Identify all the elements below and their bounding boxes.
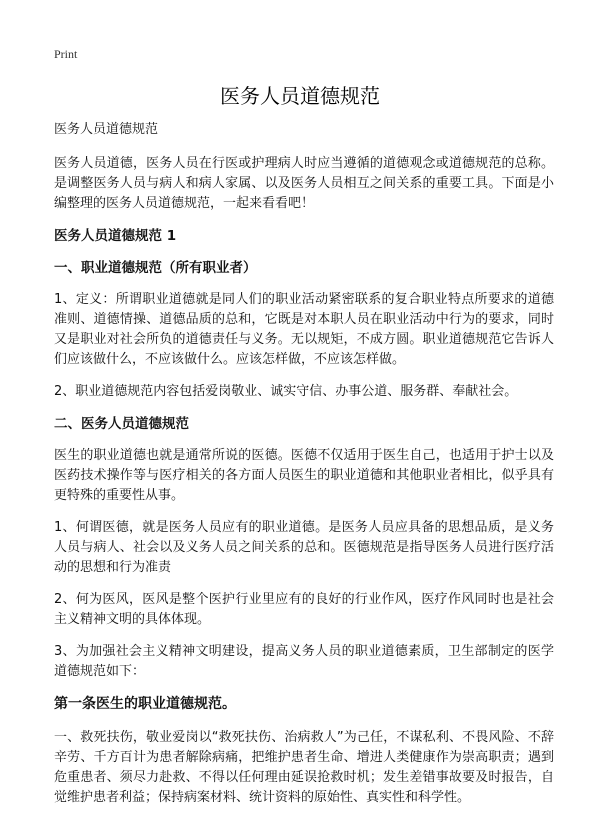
document-subtitle: 医务人员道德规范 — [54, 122, 159, 137]
print-link[interactable]: Print — [54, 47, 78, 61]
article-heading: 第一条医生的职业道德规范。 — [54, 696, 236, 712]
page-title: 医务人员道德规范 — [220, 84, 380, 108]
subsection-heading-professional-ethics: 一、职业道德规范（所有职业者） — [54, 260, 257, 276]
paragraph: 1、何谓医德，就是医务人员应有的职业道德。是医务人员应具备的思想品质，是义务人员与病人、社会以及义务人员之间关系的总和。医德规范是指导医务人员进行医疗活动的思想和行为准责 — [54, 520, 554, 575]
paragraph: 2、职业道德规范内容包括爱岗敬业、诚实守信、办事公道、服务群、奉献社会。 — [54, 384, 518, 399]
paragraph: 3、为加强社会主义精神文明建设，提高义务人员的职业道德素质，卫生部制定的医学道德规范如下： — [54, 644, 554, 679]
document-body — [54, 120, 554, 820]
paragraph: 医生的职业道德也就是通常所说的医德。医德不仅适用于医生自己，也适用于护士以及医药技术操作等与医疗相关的各方面人员医生的职业道德和其他职业者相比，似乎具有更特殊的重要性从事。 — [54, 448, 554, 503]
intro-paragraph: 医务人员道德，医务人员在行医或护理病人时应当遵循的道德观念或道德规范的总称。是调整医务人员与病人和病人家属、以及医务人员相互之间关系的重要工具。下面是小编整理的医务人员道德规范，一起来看看吧！ — [54, 156, 554, 211]
section-heading: 医务人员道德规范 1 — [54, 228, 177, 244]
paragraph: 2、何为医风，医风是整个医护行业里应有的良好的行业作风，医疗作风同时也是社会主义精神文明的具体体现。 — [54, 592, 554, 627]
subsection-heading-medical-ethics: 二、医务人员道德规范 — [54, 416, 189, 432]
paragraph: 1、定义：所谓职业道德就是同人们的职业活动紧密联系的复合职业特点所要求的道德准则、道德情操、道德品质的总和，它既是对本职人员在职业活动中行为的要求，同时又是职业对社会所负的道德责任与义务。无以规矩，不成方圆。职业道德规范它告诉人们应该做什么，不应该做什么。应该怎样做，不应该怎样做。 — [54, 292, 554, 367]
paragraph: 一、救死扶伤，敬业爱岗以“救死扶伤、治病救人”为己任，不谋私利、不畏风险、不辞辛劳、千方百计为患者解除病痛，把维护患者生命、增进人类健康作为崇高职责；遇到危重患者、须尽力赴救、不得以任何理由延误抢救时机；发生差错事故要及时报告，自觉维护患者利益；保持病案材料、统计资料的原始性、真实性和科学性。 — [54, 730, 554, 805]
